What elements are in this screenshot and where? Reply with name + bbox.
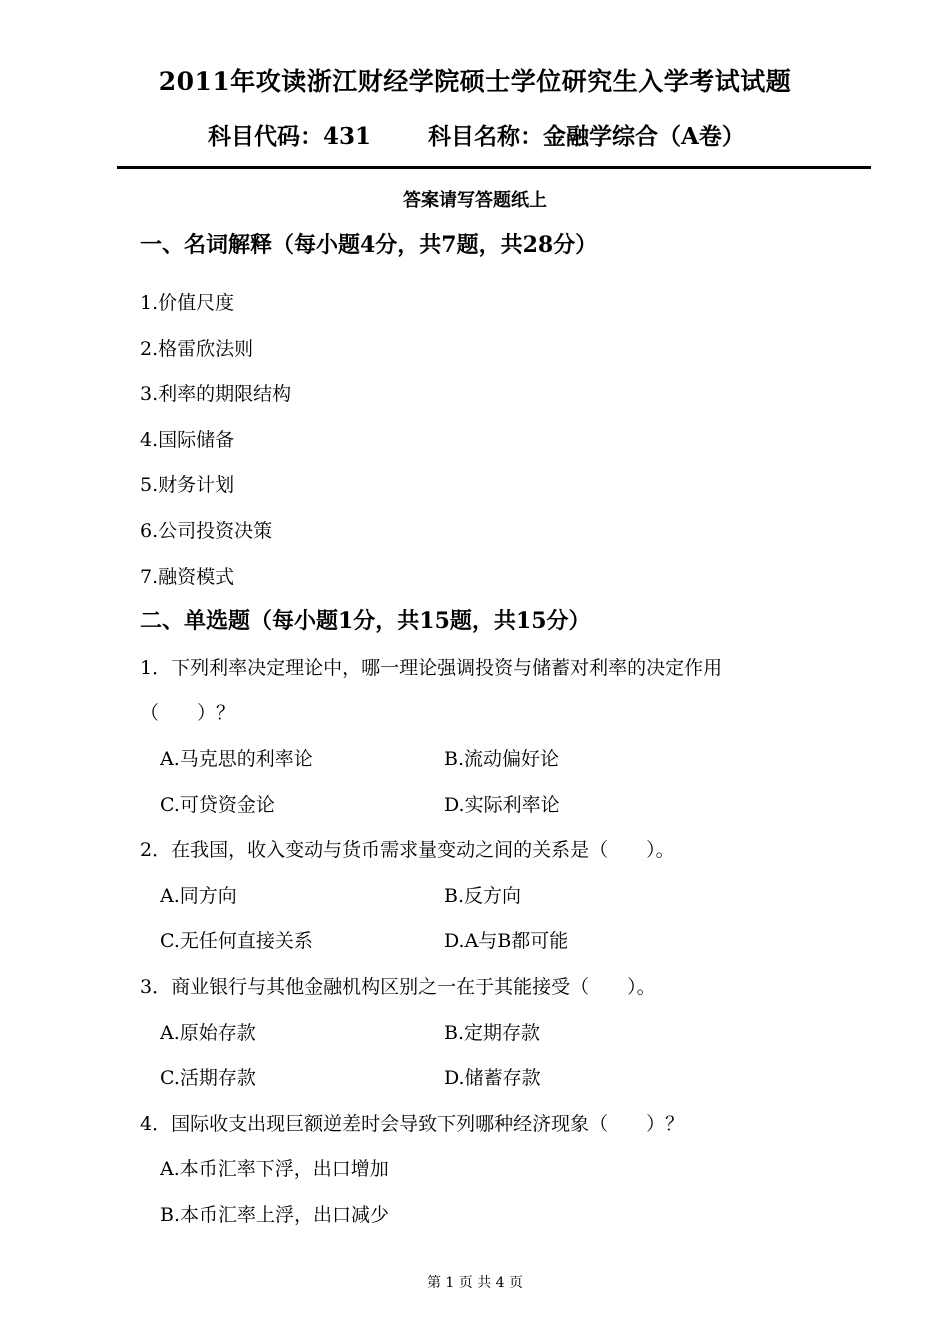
term-item: 6.公司投资决策 [140, 520, 273, 542]
term-item: 3.利率的期限结构 [140, 383, 292, 405]
option-b: B.反方向 [444, 885, 522, 907]
option-b: B.本币汇率上浮，出口减少 [160, 1204, 390, 1226]
option-a: A.原始存款 [160, 1022, 256, 1044]
answer-notice: 答案请写答题纸上 [403, 190, 547, 211]
option-a: A.同方向 [160, 885, 237, 907]
question-stem-continuation: （ ）？ [140, 702, 236, 724]
term-item: 1.价值尺度 [140, 292, 235, 314]
option-a: A.本币汇率下浮，出口增加 [160, 1158, 389, 1180]
subject-code: 科目代码：431 [208, 123, 372, 150]
subject-name: 科目名称：金融学综合（A卷） [428, 123, 745, 150]
option-a: A.马克思的利率论 [160, 748, 313, 770]
section-1-heading: 一、名词解释（每小题4分，共7题，共28分） [140, 232, 598, 258]
option-b: B.流动偏好论 [444, 748, 560, 770]
section-2-heading: 二、单选题（每小题1分，共15题，共15分） [140, 608, 591, 634]
option-d: D.实际利率论 [444, 794, 560, 816]
question-stem: 4．国际收支出现巨额逆差时会导致下列哪种经济现象（ ）？ [140, 1113, 685, 1135]
option-c: C.可贷资金论 [160, 794, 275, 816]
header-divider [117, 166, 871, 169]
option-b: B.定期存款 [444, 1022, 541, 1044]
option-c: C.活期存款 [160, 1067, 256, 1089]
option-c: C.无任何直接关系 [160, 930, 313, 952]
question-stem: 3．商业银行与其他金融机构区别之一在于其能接受（ ）。 [140, 976, 656, 998]
exam-title: 2011年攻读浙江财经学院硕士学位研究生入学考试试题 [158, 67, 792, 96]
option-d: D.A与B都可能 [444, 930, 569, 952]
page-footer: 第 1 页 共 4 页 [426, 1275, 524, 1291]
option-d: D.储蓄存款 [444, 1067, 541, 1089]
term-item: 5.财务计划 [140, 474, 235, 496]
question-stem: 1．下列利率决定理论中，哪一理论强调投资与储蓄对利率的决定作用 [140, 657, 723, 679]
term-item: 7.融资模式 [140, 566, 235, 588]
term-item: 2.格雷欣法则 [140, 338, 254, 360]
question-stem: 2．在我国，收入变动与货币需求量变动之间的关系是（ ）。 [140, 839, 675, 861]
term-item: 4.国际储备 [140, 429, 235, 451]
